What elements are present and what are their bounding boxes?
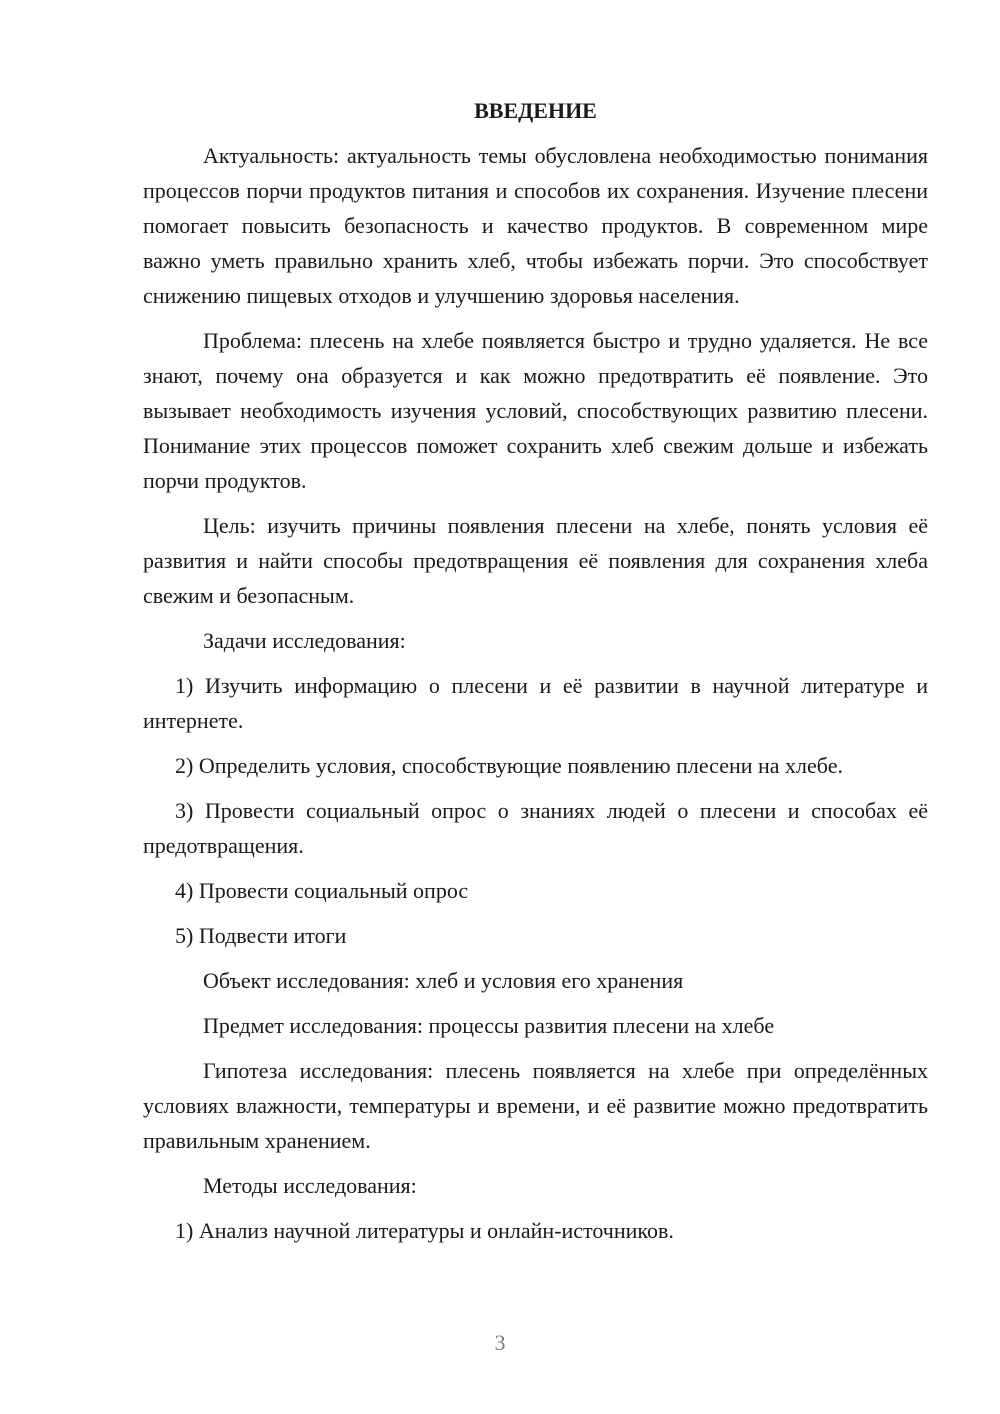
task-item-2: 2) Определить условия, способствующие появлению плесени на хлебе. xyxy=(175,753,843,778)
task-item-4: 4) Провести социальный опрос xyxy=(175,878,469,903)
research-subject: Предмет исследования: процессы развития плесени на хлебе xyxy=(203,1013,775,1038)
page-title: ВВЕДЕНИЕ xyxy=(474,98,597,123)
task-item-1: 1) Изучить информацию о плесени и её развитии в научной литературе и интернете. xyxy=(143,673,928,733)
document-body xyxy=(143,93,928,1258)
relevance-paragraph: Актуальность: актуальность темы обусловлена необходимостью понимания процессов порчи продуктов питания и способов их сохранения. Изучение плесени помогает повысить безопасность и качество продуктов. В современном мире важно уметь правильно хранить хлеб, чтобы избежать порчи. Это способствует снижению пищевых отходов и улучшению здоровья населения. xyxy=(143,143,928,308)
research-object: Объект исследования: хлеб и условия его хранения xyxy=(203,968,684,993)
hypothesis-paragraph: Гипотеза исследования: плесень появляется на хлебе при определённых условиях влажности, температуры и времени, и её развитие можно предотвратить правильным хранением. xyxy=(143,1058,928,1153)
task-item-3: 3) Провести социальный опрос о знаниях людей о плесени и способах её предотвращения. xyxy=(143,798,928,858)
goal-paragraph: Цель: изучить причины появления плесени на хлебе, понять условия её развития и найти способы предотвращения её появления для сохранения хлеба свежим и безопасным. xyxy=(143,513,928,608)
tasks-heading: Задачи исследования: xyxy=(203,628,406,653)
task-item-5: 5) Подвести итоги xyxy=(175,923,347,948)
method-item-1: 1) Анализ научной литературы и онлайн-источников. xyxy=(175,1218,674,1243)
page-number: 3 xyxy=(494,1330,506,1355)
methods-heading: Методы исследования: xyxy=(203,1173,417,1198)
problem-paragraph: Проблема: плесень на хлебе появляется быстро и трудно удаляется. Не все знают, почему она образуется и как можно предотвратить её появление. Это вызывает необходимость изучения условий, способствующих развитию плесени. Понимание этих процессов поможет сохранить хлеб свежим дольше и избежать порчи продуктов. xyxy=(143,328,928,493)
